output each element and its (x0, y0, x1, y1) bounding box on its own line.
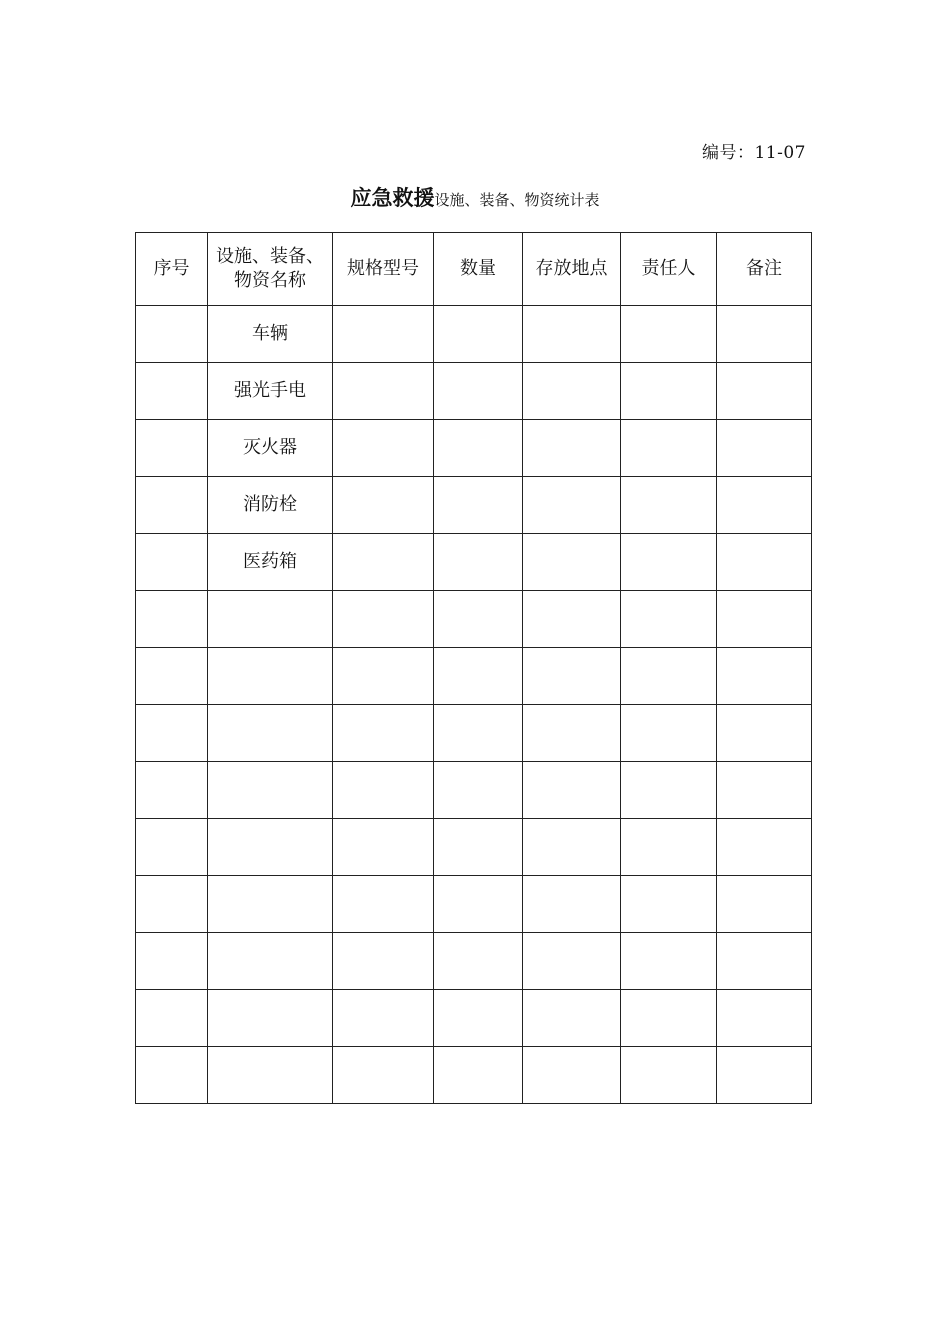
document-number: 编号：11-07 (701, 143, 806, 163)
cell-quantity (434, 876, 523, 933)
cell-name: 强光手电 (208, 363, 333, 420)
cell-name (208, 876, 333, 933)
cell-spec (333, 933, 434, 990)
header-quantity: 数量 (434, 233, 523, 306)
title-main: 应急救援 (350, 186, 435, 210)
cell-responsible (621, 705, 717, 762)
table-row (136, 990, 812, 1047)
cell-quantity (434, 477, 523, 534)
cell-quantity (434, 1047, 523, 1104)
cell-responsible (621, 762, 717, 819)
cell-name: 车辆 (208, 306, 333, 363)
table-row (136, 534, 812, 591)
header-seq: 序号 (136, 233, 208, 306)
cell-remarks (717, 648, 812, 705)
header-responsible: 责任人 (621, 233, 717, 306)
cell-spec (333, 363, 434, 420)
cell-remarks (717, 420, 812, 477)
cell-seq (136, 591, 208, 648)
header-name (208, 233, 333, 306)
table-row (136, 420, 812, 477)
cell-name (208, 819, 333, 876)
cell-remarks (717, 819, 812, 876)
header-location: 存放地点 (523, 233, 621, 306)
cell-spec (333, 1047, 434, 1104)
cell-seq (136, 819, 208, 876)
cell-seq (136, 648, 208, 705)
cell-seq (136, 876, 208, 933)
cell-name: 医药箱 (208, 534, 333, 591)
cell-name: 消防栓 (208, 477, 333, 534)
cell-responsible (621, 306, 717, 363)
cell-spec (333, 990, 434, 1047)
cell-responsible (621, 363, 717, 420)
table-row (136, 306, 812, 363)
cell-remarks (717, 534, 812, 591)
cell-quantity (434, 762, 523, 819)
cell-location (523, 477, 621, 534)
table-row (136, 591, 812, 648)
cell-location (523, 1047, 621, 1104)
cell-spec (333, 420, 434, 477)
cell-responsible (621, 591, 717, 648)
cell-quantity (434, 534, 523, 591)
cell-location (523, 762, 621, 819)
cell-quantity (434, 591, 523, 648)
cell-remarks (717, 705, 812, 762)
table-header (136, 233, 812, 306)
cell-remarks (717, 990, 812, 1047)
cell-spec (333, 306, 434, 363)
cell-responsible (621, 876, 717, 933)
table-row (136, 477, 812, 534)
cell-name (208, 990, 333, 1047)
cell-remarks (717, 1047, 812, 1104)
cell-seq (136, 534, 208, 591)
cell-name: 灭火器 (208, 420, 333, 477)
cell-quantity (434, 363, 523, 420)
document-title (0, 182, 950, 212)
table-row (136, 819, 812, 876)
cell-remarks (717, 876, 812, 933)
cell-seq (136, 705, 208, 762)
cell-name (208, 762, 333, 819)
cell-remarks (717, 477, 812, 534)
cell-responsible (621, 990, 717, 1047)
cell-seq (136, 1047, 208, 1104)
cell-remarks (717, 762, 812, 819)
cell-quantity (434, 648, 523, 705)
cell-location (523, 705, 621, 762)
table-row (136, 876, 812, 933)
cell-responsible (621, 1047, 717, 1104)
statistics-table (135, 232, 812, 1104)
cell-spec (333, 534, 434, 591)
cell-quantity (434, 306, 523, 363)
cell-spec (333, 876, 434, 933)
cell-remarks (717, 591, 812, 648)
cell-location (523, 591, 621, 648)
cell-spec (333, 819, 434, 876)
cell-quantity (434, 819, 523, 876)
cell-responsible (621, 534, 717, 591)
cell-name (208, 1047, 333, 1104)
table-row (136, 648, 812, 705)
cell-spec (333, 477, 434, 534)
cell-seq (136, 762, 208, 819)
cell-location (523, 933, 621, 990)
table-row (136, 762, 812, 819)
cell-seq (136, 306, 208, 363)
cell-seq (136, 363, 208, 420)
cell-name (208, 591, 333, 648)
cell-spec (333, 762, 434, 819)
cell-seq (136, 933, 208, 990)
cell-spec (333, 591, 434, 648)
cell-quantity (434, 990, 523, 1047)
cell-responsible (621, 477, 717, 534)
cell-quantity (434, 420, 523, 477)
cell-remarks (717, 363, 812, 420)
header-spec: 规格型号 (333, 233, 434, 306)
header-name-line1: 设施、装备、 (216, 246, 324, 267)
cell-location (523, 648, 621, 705)
cell-location (523, 876, 621, 933)
table-row (136, 933, 812, 990)
cell-responsible (621, 933, 717, 990)
cell-remarks (717, 306, 812, 363)
cell-name (208, 705, 333, 762)
cell-location (523, 990, 621, 1047)
cell-location (523, 420, 621, 477)
cell-location (523, 534, 621, 591)
cell-location (523, 306, 621, 363)
header-row (136, 233, 812, 306)
table-row (136, 1047, 812, 1104)
cell-name (208, 648, 333, 705)
cell-quantity (434, 933, 523, 990)
cell-remarks (717, 933, 812, 990)
cell-name (208, 933, 333, 990)
cell-spec (333, 648, 434, 705)
cell-responsible (621, 648, 717, 705)
cell-seq (136, 477, 208, 534)
table-row (136, 363, 812, 420)
header-name-line2: 物资名称 (234, 270, 306, 291)
header-remarks: 备注 (717, 233, 812, 306)
table-body (136, 306, 812, 1104)
cell-quantity (434, 705, 523, 762)
cell-responsible (621, 819, 717, 876)
cell-location (523, 819, 621, 876)
cell-responsible (621, 420, 717, 477)
cell-seq (136, 420, 208, 477)
cell-seq (136, 990, 208, 1047)
cell-location (523, 363, 621, 420)
table-row (136, 705, 812, 762)
title-sub: 设施、装备、物资统计表 (434, 191, 600, 209)
cell-spec (333, 705, 434, 762)
